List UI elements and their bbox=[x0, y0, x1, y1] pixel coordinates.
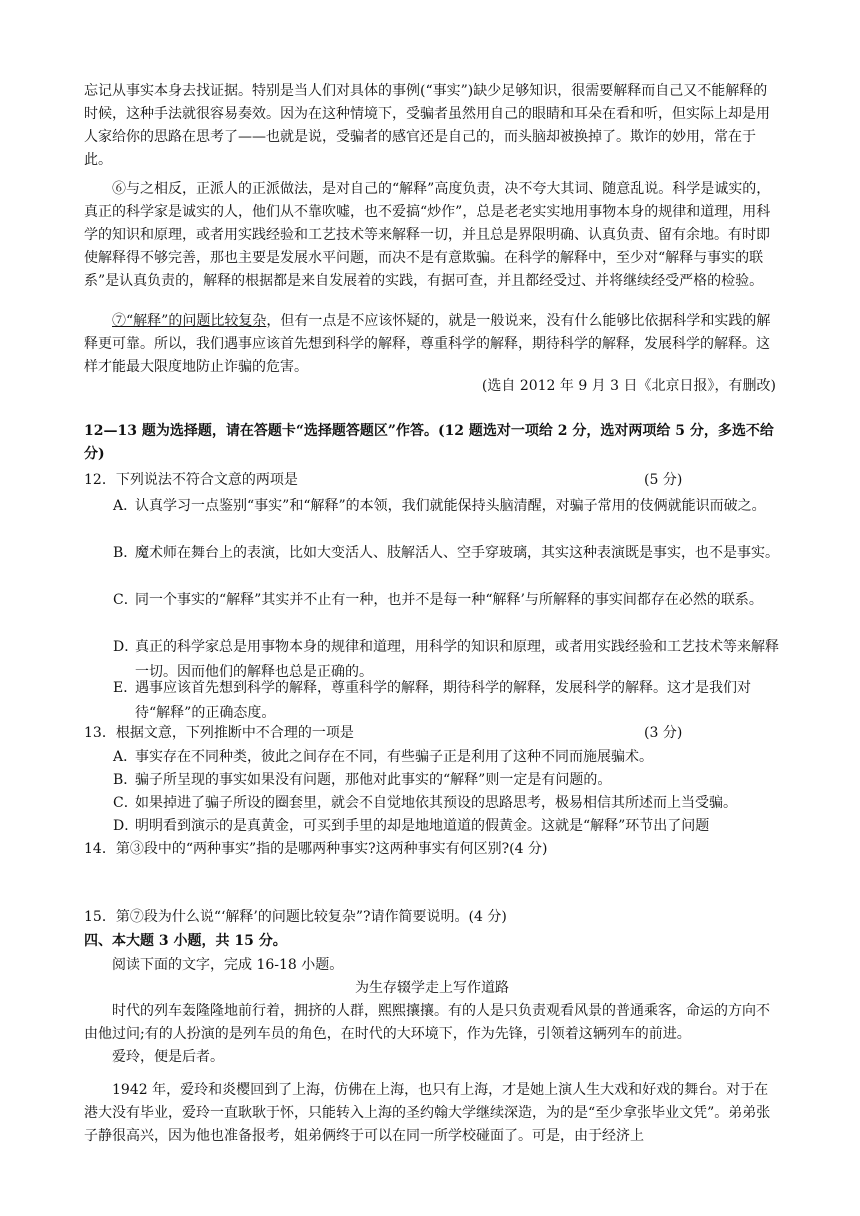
option-label: E． bbox=[113, 680, 138, 696]
option-text: 事实存在不同种类，彼此之间存在不同，有些骗子正是利用了这种不同而施展骗术。 bbox=[135, 749, 653, 765]
article-title: 为生存辍学走上写作道路 bbox=[355, 980, 509, 996]
q12-option-b bbox=[113, 541, 781, 566]
q13-option-c bbox=[113, 791, 781, 816]
option-text: 骗子所呈现的事实如果没有问题，那他对此事实的“解释”则一定是有问题的。 bbox=[135, 772, 612, 788]
passage-paragraph-6: ⑥与之相反，正派人的正派做法，是对自己的“解释”高度负责，决不夸大其词、随意乱说。科学是诚实的，真正的科学家是诚实的人，他们从不靠吹嘘，也不爱搞“炒作”，总是老老实实地用事物本身的规律和道理，用科学的知识和原理，或者用实践经验和工艺技术等来解释一切，并且总是界限明确、认真负责、留有余地。有时即使解释得不够完善，那也主要是发展水平问题，而决不是有意欺骗。在科学的解释中，至少对“解释与事实的联系”是认真负责的，解释的根据都是来自发展着的实践，有据可查，并且都经受过、并将继续经受严格的检验。 bbox=[84, 181, 771, 289]
paragraph-7-rest: ，但有一点是不应该怀疑的，就是一般说来，没有什么能够比依据科学和实践的解释更可靠。所以，我们遇事应该首先想到科学的解释，尊重科学的解释，期待科学的解释，发展科学的解释。这样才能最大限度地防止诈骗的危害。 bbox=[84, 313, 771, 375]
option-label: B． bbox=[113, 772, 138, 788]
option-text: 明明看到演示的是真黄金，可买到手里的却是地地道道的假黄金。这就是“解释”环节出了问题 bbox=[135, 818, 710, 834]
question-13-points: (3 分) bbox=[644, 725, 683, 741]
question-12 bbox=[84, 469, 780, 492]
q12-option-a bbox=[113, 494, 781, 519]
q13-option-a bbox=[113, 745, 781, 770]
article-paragraph-3: 1942 年，爱玲和炎樱回到了上海，仿佛在上海，也只有上海，才是她上演人生大戏和好戏的舞台。对于在港大没有毕业，爱玲一直耿耿于怀，只能转入上海的圣约翰大学继续深造，为的是“至少拿张毕业文凭”。弟弟张子静很高兴，因为他也准备报考，姐弟俩终于可以在同一所学校碰面了。可是，由于经济上 bbox=[84, 1082, 771, 1144]
option-label: D． bbox=[113, 639, 139, 655]
option-label: D． bbox=[113, 818, 139, 834]
q12-option-e bbox=[113, 676, 781, 726]
option-text: 魔术师在舞台上的表演，比如大变活人、肢解活人、空手穿玻璃，其实这种表演既是事实，也不是事实。 bbox=[135, 545, 779, 561]
section-note: 12—13 题为选择题，请在答题卡“选择题答题区”作答。(12 题选对一项给 2 分，选对两项给 5 分，多选不给分) bbox=[84, 423, 774, 462]
option-label: B． bbox=[113, 545, 138, 561]
option-text: 如果掉进了骗子所设的圈套里，就会不自觉地依其预设的思路思考，极易相信其所述而上当受骗。 bbox=[135, 795, 737, 811]
option-label: C． bbox=[113, 795, 138, 811]
underlined-phrase: ⑦“解释”的问题比较复杂 bbox=[112, 313, 267, 329]
article-paragraph-2: 爱玲，便是后者。 bbox=[112, 1049, 224, 1065]
q13-option-b bbox=[113, 768, 781, 793]
passage-paragraph-7 bbox=[84, 310, 780, 379]
option-text: 遇事应该首先想到科学的解释，尊重科学的解释，期待科学的解释，发展科学的解释。这才是我们对待“解释”的正确态度。 bbox=[135, 680, 751, 721]
q13-option-d bbox=[113, 814, 781, 839]
option-text: 同一个事实的“解释”其实并不止有一种，也并不是每一种“解释’与所解释的事实间都存在必然的联系。 bbox=[135, 592, 763, 608]
section-4-instruction: 阅读下面的文字，完成 16-18 小题。 bbox=[112, 957, 344, 973]
q12-option-c bbox=[113, 588, 781, 613]
question-13 bbox=[84, 722, 780, 745]
article-paragraph-1: 时代的列车轰隆隆地前行着，拥挤的人群，熙熙攘攘。有的人是只负责观看风景的普通乘客，命运的方向不由他过问;有的人扮演的是列车员的角色，在时代的大环境下，作为先锋，引领着这辆列车的前进。 bbox=[84, 1003, 770, 1042]
option-label: A． bbox=[113, 749, 138, 765]
question-15: 15．第⑦段为什么说“‘解释’的问题比较复杂”?请作简要说明。(4 分) bbox=[84, 909, 507, 925]
question-14: 14．第③段中的“两种事实”指的是哪两种事实?这两种事实有何区别?(4 分) bbox=[84, 841, 548, 857]
question-12-points: (5 分) bbox=[644, 472, 683, 488]
option-text: 认真学习一点鉴别“事实”和“解释”的本领，我们就能保持头脑清醒，对骗子常用的伎俩就能识而破之。 bbox=[135, 498, 766, 514]
passage-source: (选自 2012 年 9 月 3 日《北京日报》，有删改) bbox=[481, 378, 776, 394]
option-label: A． bbox=[113, 498, 138, 514]
question-13-stem: 13．根据文意，下列推断中不合理的一项是 bbox=[84, 725, 354, 741]
option-text: 真正的科学家总是用事物本身的规律和道理，用科学的知识和原理，或者用实践经验和工艺技术等来解释一切。因而他们的解释也总是正确的。 bbox=[135, 639, 779, 680]
section-4-heading: 四、本大题 3 小题，共 15 分。 bbox=[84, 933, 287, 949]
option-label: C． bbox=[113, 592, 138, 608]
question-12-stem: 12．下列说法不符合文意的两项是 bbox=[84, 472, 298, 488]
passage-paragraph-5-continued: 忘记从事实本身去找证据。特别是当人们对具体的事例(“事实”)缺少足够知识，很需要解释而自己又不能解释的时候，这种手法就很容易奏效。因为在这种情境下，受骗者虽然用自己的眼睛和耳朵在看和听，但实际上却是用人家给你的思路在思考了——也就是说，受骗者的感官还是自己的，而头脑却被换掉了。欺诈的妙用，常在于此。 bbox=[84, 83, 770, 168]
